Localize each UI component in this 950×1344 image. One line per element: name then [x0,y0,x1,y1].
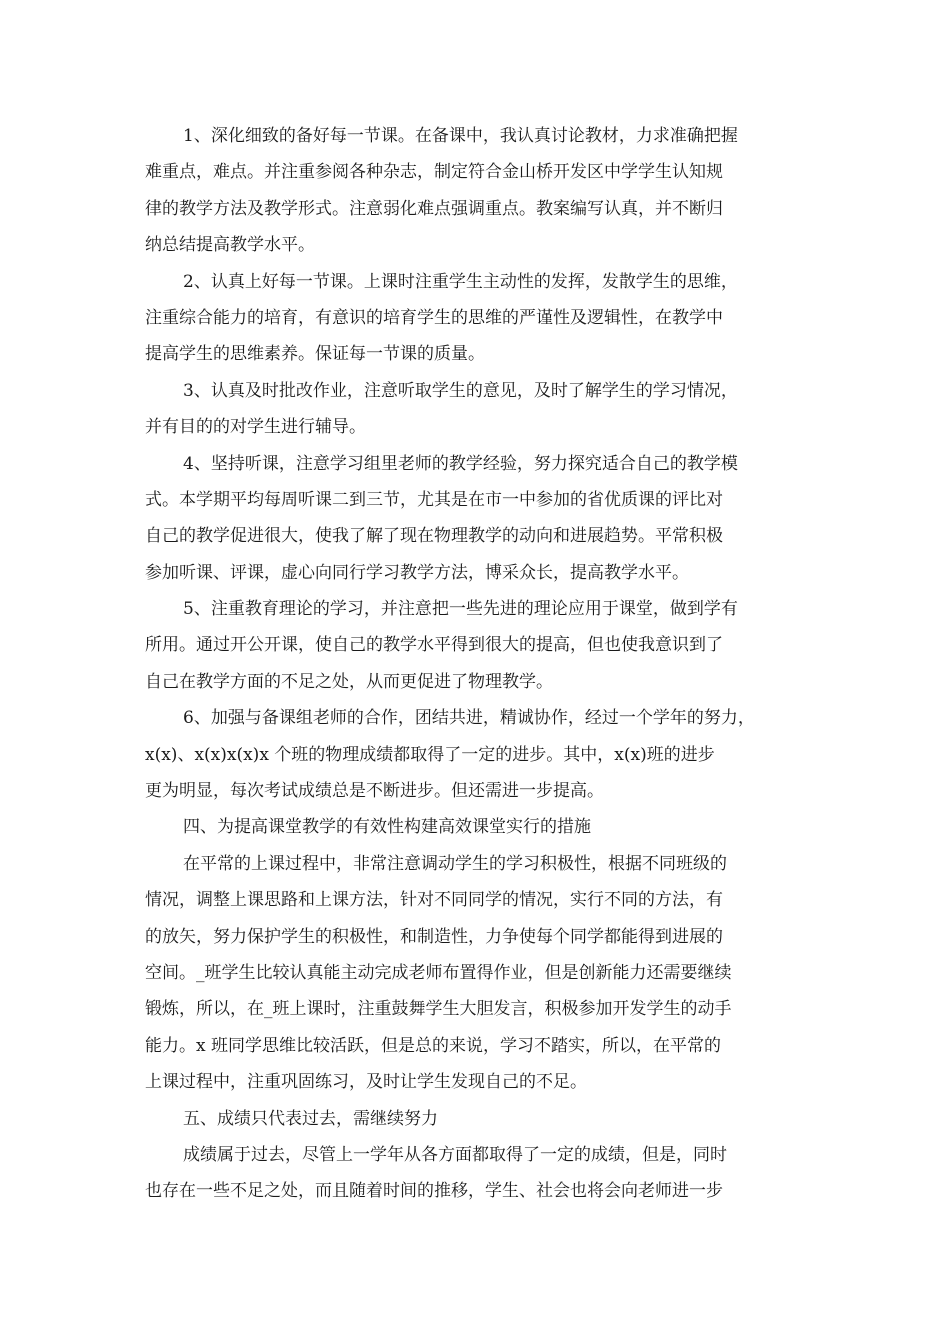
text-line: 3、认真及时批改作业，注意听取学生的意见，及时了解学生的学习情况， [183,380,738,401]
text-line: 空间。_班学生比较认真能主动完成老师布置得作业，但是创新能力还需要继续 [145,962,732,983]
text-line: 能力。x 班同学思维比较活跃，但是总的来说，学习不踏实，所以，在平常的 [145,1035,721,1056]
text-line: 锻炼，所以，在_班上课时，注重鼓舞学生大胆发言，积极参加开发学生的动手 [145,999,732,1020]
text-line: 自己的教学促进很大，使我了解了现在物理教学的动向和进展趋势。平常积极 [145,526,723,547]
text-line: 自己在教学方面的不足之处，从而更促进了物理教学。 [145,671,553,692]
text-line: 五、成绩只代表过去，需继续努力 [183,1108,438,1129]
text-line: 在平常的上课过程中，非常注意调动学生的学习积极性，根据不同班级的 [183,853,727,874]
text-line: 所用。通过开公开课，使自己的教学水平得到很大的提高，但也使我意识到了 [145,635,723,656]
text-line: 律的教学方法及教学形式。注意弱化难点强调重点。教案编写认真，并不断归 [145,198,723,219]
text-line: 2、认真上好每一节课。上课时注重学生主动性的发挥，发散学生的思维， [183,271,738,292]
text-line: 提高学生的思维素养。保证每一节课的质量。 [145,344,485,365]
text-line: 4、坚持听课，注意学习组里老师的教学经验，努力探究适合自己的教学模 [183,453,738,474]
text-line: 6、加强与备课组老师的合作，团结共进，精诚协作，经过一个学年的努力， [183,708,755,729]
text-line: 的放矢，努力保护学生的积极性，和制造性，力争使每个同学都能得到进展的 [145,926,723,947]
text-line: 情况，调整上课思路和上课方法，针对不同同学的情况，实行不同的方法，有 [145,890,723,911]
text-line: 上课过程中，注重巩固练习，及时让学生发现自己的不足。 [145,1072,587,1093]
text-line: 注重综合能力的培育，有意识的培育学生的思维的严谨性及逻辑性，在教学中 [145,307,723,328]
text-line: 参加听课、评课，虚心向同行学习教学方法，博采众长，提高教学水平。 [145,562,689,583]
text-line: 更为明显，每次考试成绩总是不断进步。但还需进一步提高。 [145,781,604,802]
text-line: 式。本学期平均每周听课二到三节，尤其是在市一中参加的省优质课的评比对 [145,489,723,510]
text-line: x(x)、x(x)x(x)x 个班的物理成绩都取得了一定的进步。其中，x(x)班的进步 [145,744,715,765]
text-line: 也存在一些不足之处，而且随着时间的推移，学生、社会也将会向老师进一步 [145,1181,723,1202]
text-line: 难重点，难点。并注重参阅各种杂志，制定符合金山桥开发区中学学生认知规 [145,162,723,183]
text-line: 成绩属于过去，尽管上一学年从各方面都取得了一定的成绩，但是，同时 [183,1144,727,1165]
text-line: 1、深化细致的备好每一节课。在备课中，我认真讨论教材，力求准确把握 [183,126,738,146]
document-body [145,118,815,1210]
text-line: 四、为提高课堂教学的有效性构建高效课堂实行的措施 [183,817,591,838]
text-line: 纳总结提高教学水平。 [145,235,315,256]
text-line: 5、注重教育理论的学习，并注意把一些先进的理论应用于课堂，做到学有 [183,599,738,620]
text-line: 并有目的的对学生进行辅导。 [145,417,366,438]
